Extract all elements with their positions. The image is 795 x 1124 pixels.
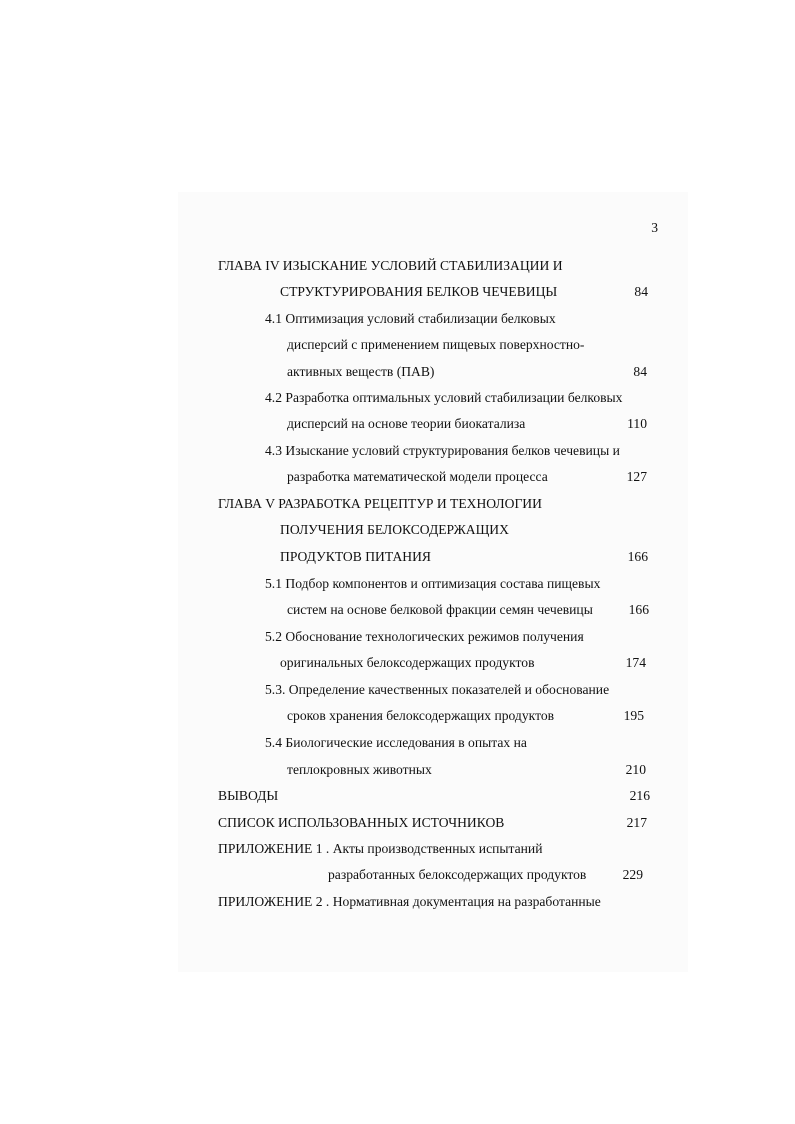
s54-page: 210 — [625, 762, 646, 777]
s43-line-2: разработка математической модели процесса — [287, 469, 548, 484]
s51-line-2: систем на основе белковой фракции семян чечевицы — [287, 602, 593, 617]
s52-line-2: оригинальных белоксодержащих продуктов — [280, 655, 535, 670]
s42-line-1: 4.2 Разработка оптимальных условий стабилизации белковых — [265, 390, 623, 405]
s53-page: 195 — [623, 708, 644, 723]
s43-page: 127 — [626, 469, 647, 484]
ch4-title-line-2: СТРУКТУРИРОВАНИЯ БЕЛКОВ ЧЕЧЕВИЦЫ — [280, 284, 558, 299]
references-label: СПИСОК ИСПОЛЬЗОВАННЫХ ИСТОЧНИКОВ — [218, 815, 505, 830]
ch4-title-line-1: ГЛАВА IV ИЗЫСКАНИЕ УСЛОВИЙ СТАБИЛИЗАЦИИ И — [218, 258, 563, 273]
app1-line-2: разработанных белоксодержащих продуктов — [328, 867, 587, 882]
s41-page: 84 — [633, 364, 647, 379]
conclusions-label: ВЫВОДЫ — [218, 788, 279, 803]
page-number: 3 — [651, 220, 658, 235]
references-page: 217 — [626, 815, 647, 830]
s43-line-1: 4.3 Изыскание условий структурирования белков чечевицы и — [265, 443, 620, 458]
s53-line-1: 5.3. Определение качественных показателей и обоснование — [265, 682, 610, 697]
s52-line-1: 5.2 Обоснование технологических режимов получения — [265, 629, 584, 644]
s54-line-2: теплокровных животных — [287, 762, 432, 777]
ch5-page: 166 — [627, 549, 648, 564]
s41-line-1: 4.1 Оптимизация условий стабилизации белковых — [265, 311, 556, 326]
s52-page: 174 — [625, 655, 646, 670]
ch4-page: 84 — [634, 284, 648, 299]
s53-line-2: сроков хранения белоксодержащих продуктов — [287, 708, 555, 723]
ch5-title-line-1: ГЛАВА V РАЗРАБОТКА РЕЦЕПТУР И ТЕХНОЛОГИИ — [218, 496, 542, 511]
conclusions-page: 216 — [629, 788, 650, 803]
app2-line-1: ПРИЛОЖЕНИЕ 2 . Нормативная документация на разработанные — [218, 894, 601, 909]
app1-line-1: ПРИЛОЖЕНИЕ 1 . Акты производственных испытаний — [218, 841, 543, 856]
s42-page: 110 — [627, 416, 647, 431]
s42-line-2: дисперсий на основе теории биокатализа — [287, 416, 526, 431]
s41-line-3: активных веществ (ПАВ) — [287, 364, 435, 379]
s51-line-1: 5.1 Подбор компонентов и оптимизация состава пищевых — [265, 576, 601, 591]
ch5-title-line-3: ПРОДУКТОВ ПИТАНИЯ — [280, 549, 431, 564]
app1-page: 229 — [622, 867, 643, 882]
s54-line-1: 5.4 Биологические исследования в опытах на — [265, 735, 527, 750]
ch5-title-line-2: ПОЛУЧЕНИЯ БЕЛОКСОДЕРЖАЩИХ — [280, 522, 509, 537]
s41-line-2: дисперсий с применением пищевых поверхностно- — [287, 337, 585, 352]
s51-page: 166 — [628, 602, 649, 617]
